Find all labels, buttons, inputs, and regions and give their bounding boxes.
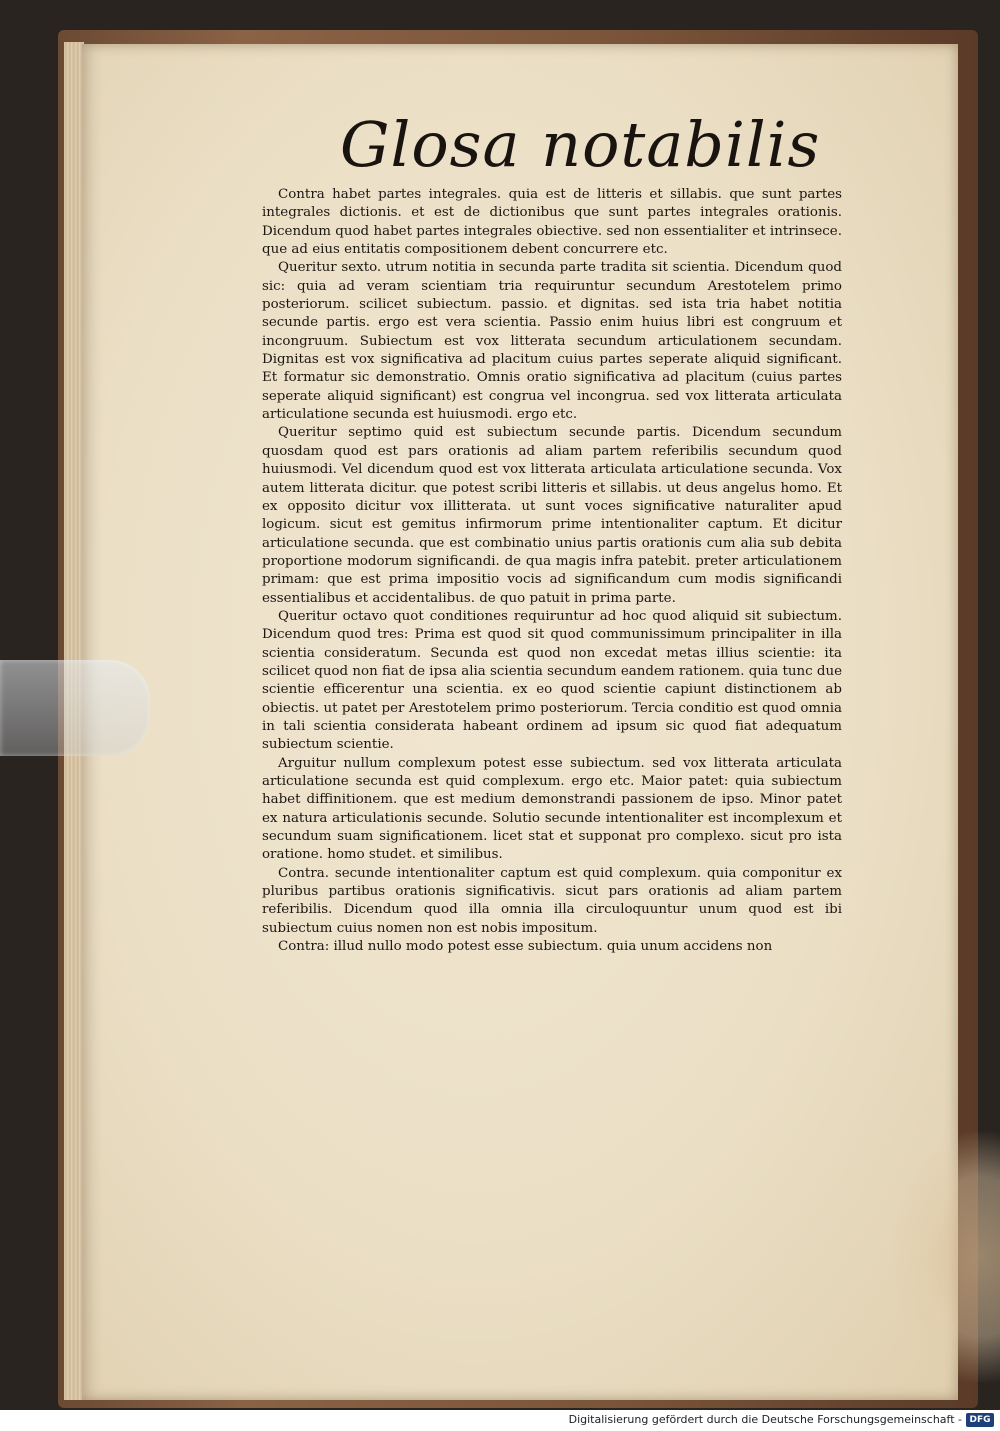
paragraph: Queritur septimo quid est subiectum secunde partis. Dicendum secundum quosdam quod est pars orationis ad aliam partem referibilis secundum quod huiusmodi. Vel dicendum quod est vox litterata articulata articulatione secunda. Vox autem litterata dicitur. que potest scribi litteris et sillabis. ut deus angelus homo. Et ex opposito dicitur vox illitterata. ut sunt voces significative naturaliter apud logicum. sicut est gemitus infirmorum prime intentionaliter captum. Et dicitur articulatione secunda. que est combinatio unius partis orationis cum alia sub debita proportione modorum significandi. de qua magis infra patebit. preter articulationem primam: que est prima impositio vocis ad significandum cum modis significandi essentialibus et accidentalibus. de quo patuit in prima parte. [262,425,842,606]
paragraph: Contra habet partes integrales. quia est de litteris et sillabis. que sunt partes integrales dictionis. et est de dictionibus que sunt partes integrales orationis. Dicendum quod habet partes integrales obiective. sed non essentialiter et intrinsece. que ad eius entitatis compositionem debent concurrere etc. [262,187,842,258]
dfg-logo: DFG [966,1413,994,1427]
page-heading: Glosa notabilis [340,108,821,181]
plastic-page-clip [0,660,150,756]
funding-credit: Digitalisierung gefördert durch die Deutsche Forschungsgemeinschaft - [568,1413,962,1426]
footer-bar [0,1410,1000,1431]
body-text [262,186,842,956]
water-stain [890,1132,1000,1382]
paragraph: Queritur octavo quot conditiones requiruntur ad hoc quod aliquid sit subiectum. Dicendum quod tres: Prima est quod sit quod communissimum principaliter in illa scientia consideratum. Secunda est quod non excedat metas illius scientie: ita scilicet quod non fiat de ipsa alia scientia secundum eandem rationem. quia tunc due scientie efficerentur una scientia. ex eo quod scientie capiunt distinctionem ab obiectis. ut patet per Arestotelem primo posteriorum. Tercia conditio est quod omnia in tali scientia considerata habeant ordinem ad ipsum sic quod fiat adequatum subiectum scientie. [262,608,842,753]
paragraph: Arguitur nullum complexum potest esse subiectum. sed vox litterata articulata articulatione secunda est quid complexum. ergo etc. Maior patet: quia subiectum habet diffinitionem. que est medium demonstrandi passionem de ipso. Minor patet ex natura articulationis secunde. Solutio secunde intentionaliter est incomplexum et secundum suam significationem. licet stat et supponat pro complexo. sicut pro ista oratione. homo studet. et similibus. [262,755,842,863]
paragraph: Contra. secunde intentionaliter captum est quid complexum. quia componitur ex pluribus partibus orationis significativis. sicut pars orationis ad aliam partem referibilis. Dicendum quod illa omnia illa circuloquuntur unum quod est ibi subiectum cuius nomen non est nobis impositum. [262,865,842,936]
paragraph: Queritur sexto. utrum notitia in secunda parte tradita sit scientia. Dicendum quod sic: quia ad veram scientiam tria requiruntur secundum Arestotelem primo posteriorum. scilicet subiectum. passio. et dignitas. sed ista tria habet notitia secunde partis. ergo est vera scientia. Passio enim huius libri est congruum et incongruum. Subiectum est vox litterata secundum articulationem secundam. Dignitas est vox significativa ad placitum cuius partes seperate aliquid significant. Et formatur sic demonstratio. Omnis oratio significativa ad placitum (cuius partes seperate aliquid significant) est congrua vel incongrua. sed vox litterata articulata articulatione secunda est huiusmodi. ergo etc. [262,260,842,423]
paragraph: Contra: illud nullo modo potest esse subiectum. quia unum accidens non [278,939,773,955]
